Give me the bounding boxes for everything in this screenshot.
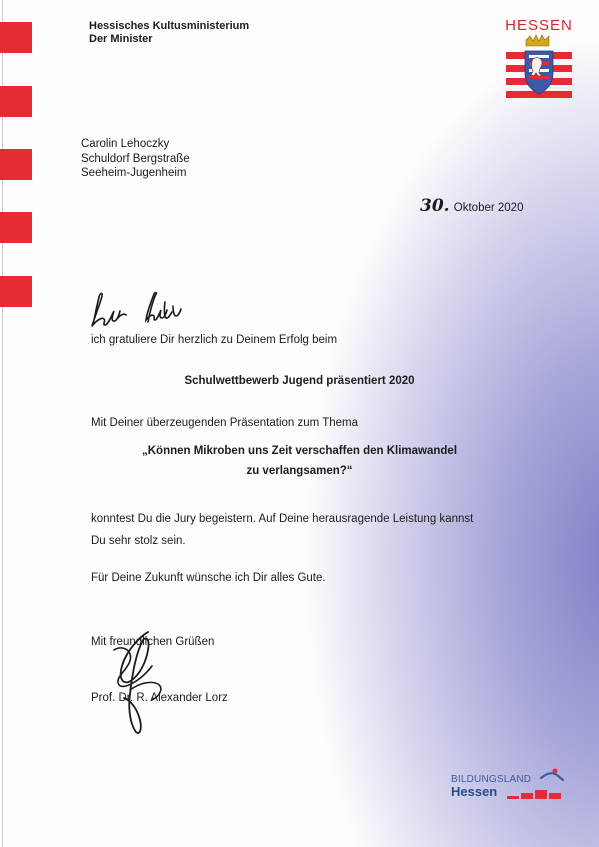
figure-icon [537,768,565,782]
minister-signature [100,628,180,738]
page-edge-line [2,0,3,847]
body-line-2: Du sehr stolz sein. [91,535,186,547]
recipient-city: Seeheim-Jugenheim [81,167,187,179]
body-line-1: konntest Du die Jury begeistern. Auf Deine herausragende Leistung kannst [91,513,474,525]
topic-line-2: zu verlangsamen?“ [246,465,353,477]
hessen-state-logo [500,18,578,113]
signer-name: Prof. Dr. R. Alexander Lorz [91,692,228,704]
logo-text-bildungsland: BILDUNGSLAND [451,774,532,785]
logo-text-hessen: Hessen [451,784,498,799]
presentation-topic [0,441,599,481]
ministry-role: Der Minister [89,33,153,45]
letter-wish: Für Deine Zukunft wünsche ich Dir alles Gute. [91,572,326,584]
topic-line-1: „Können Mikroben uns Zeit verschaffen den Klimawandel [141,445,458,457]
recipient-school: Schuldorf Bergstraße [81,152,190,165]
red-margin-mark [0,149,32,180]
recipient-name: Carolin Lehoczky [81,138,170,150]
bildungsland-hessen-logo [451,774,581,799]
letter-intro: Mit Deiner überzeugenden Präsentation zum Thema [91,417,358,429]
letter-body [91,508,473,552]
competition-title: Schulwettbewerb Jugend präsentiert 2020 [184,375,415,387]
date-handwritten-day: 30. [420,196,450,216]
letterhead [89,20,249,46]
letter-closing: Mit freundlichen Grüßen [91,636,215,648]
red-margin-mark [0,276,32,307]
letter-date [420,196,523,216]
recipient-address [81,137,190,181]
steps-icon [497,786,577,800]
handwritten-salutation [86,290,196,336]
date-month-year: Oktober 2020 [453,202,524,214]
red-margin-mark [0,212,32,243]
ministry-name: Hessisches Kultusministerium [89,20,250,32]
red-margin-mark [0,22,32,53]
hessen-logo-text: HESSEN [505,17,573,34]
red-margin-mark [0,86,32,117]
letter-greeting: ich gratuliere Dir herzlich zu Deinem Erfolg beim [91,334,338,346]
hessen-coat-of-arms-icon [500,34,578,108]
